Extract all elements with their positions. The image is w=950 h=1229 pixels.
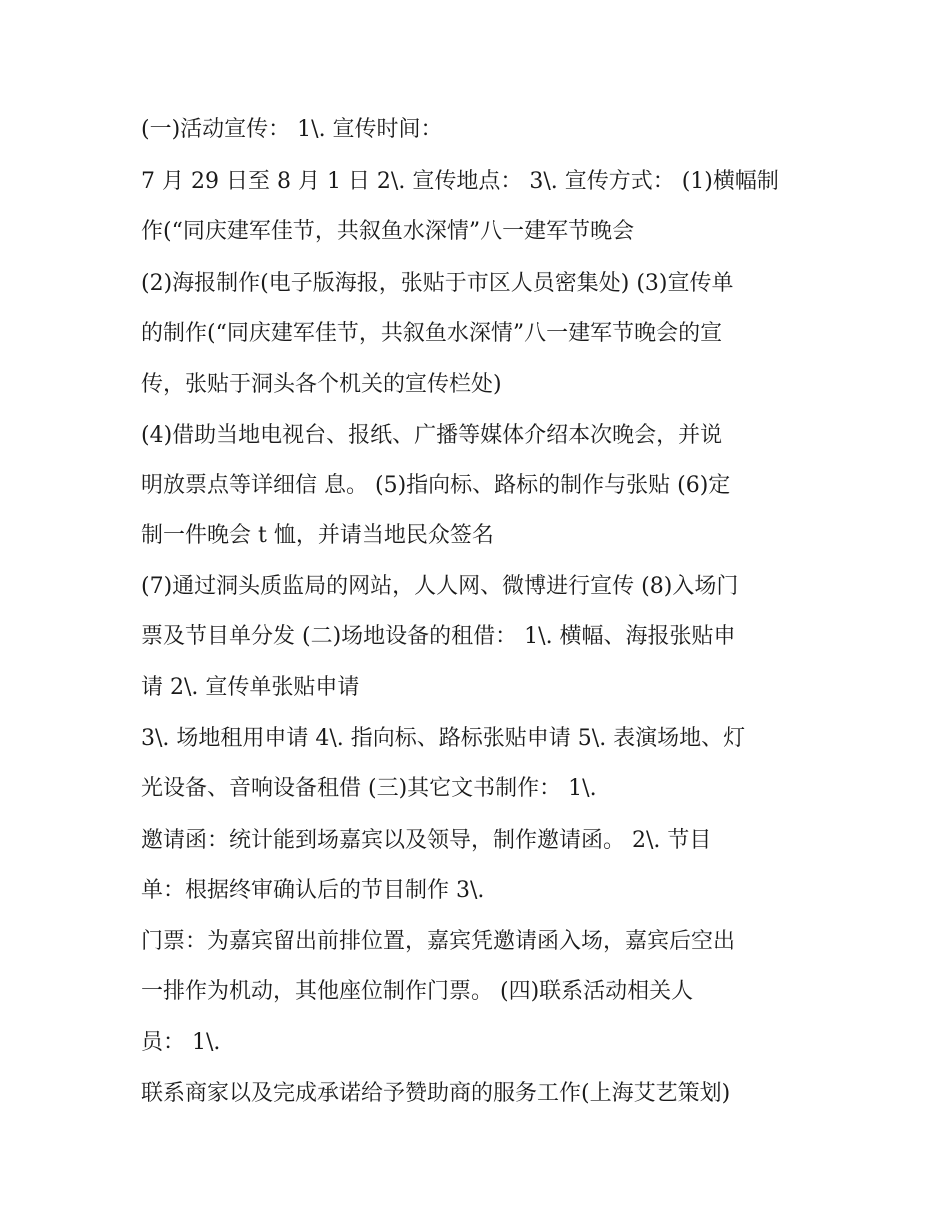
text-line: 请 2\. 宣传单张贴申请 <box>141 675 360 700</box>
text-line: 制一件晚会 t 恤，并请当地民众签名 <box>141 523 494 548</box>
text-line: (一)活动宣传： 1\. 宣传时间： <box>141 117 443 142</box>
text-line: (7)通过洞头质监局的网站，人人网、微博进行宣传 (8)入场门 <box>141 574 739 599</box>
text-line: 的制作(“同庆建军佳节，共叙鱼水深情”八一建军节晚会的宣 <box>141 321 723 346</box>
text-line: (2)海报制作(电子版海报，张贴于市区人员密集处) (3)宣传单 <box>141 271 734 296</box>
text-line: 3\. 场地租用申请 4\. 指向标、路标张贴申请 5\. 表演场地、灯 <box>141 726 746 751</box>
text-line: 一排作为机动，其他座位制作门票。 (四)联系活动相关人 <box>141 979 694 1004</box>
text-line: (4)借助当地电视台、报纸、广播等媒体介绍本次晚会，并说 <box>141 423 723 448</box>
text-line: 联系商家以及完成承诺给予赞助商的服务工作(上海艾艺策划) <box>141 1081 731 1106</box>
text-line: 员： 1\. <box>141 1030 221 1055</box>
text-line: 邀请函：统计能到场嘉宾以及领导，制作邀请函。 2\. 节目 <box>141 828 712 853</box>
text-line: 作(“同庆建军佳节，共叙鱼水深情”八一建军节晚会 <box>141 219 635 244</box>
text-line: 传，张贴于洞头各个机关的宣传栏处) <box>141 372 502 397</box>
text-line: 门票：为嘉宾留出前排位置，嘉宾凭邀请函入场，嘉宾后空出 <box>141 929 736 954</box>
text-line: 票及节目单分发 (二)场地设备的租借： 1\. 横幅、海报张贴申 <box>141 624 736 649</box>
text-line: 明放票点等详细信 息。 (5)指向标、路标的制作与张贴 (6)定 <box>141 473 731 498</box>
text-line: 7 月 29 日至 8 月 1 日 2\. 宣传地点： 3\. 宣传方式： (1)横幅制 <box>141 169 779 194</box>
text-line: 光设备、音响设备租借 (三)其它文书制作： 1\. <box>141 776 597 801</box>
text-line: 单：根据终审确认后的节目制作 3\. <box>141 878 485 903</box>
